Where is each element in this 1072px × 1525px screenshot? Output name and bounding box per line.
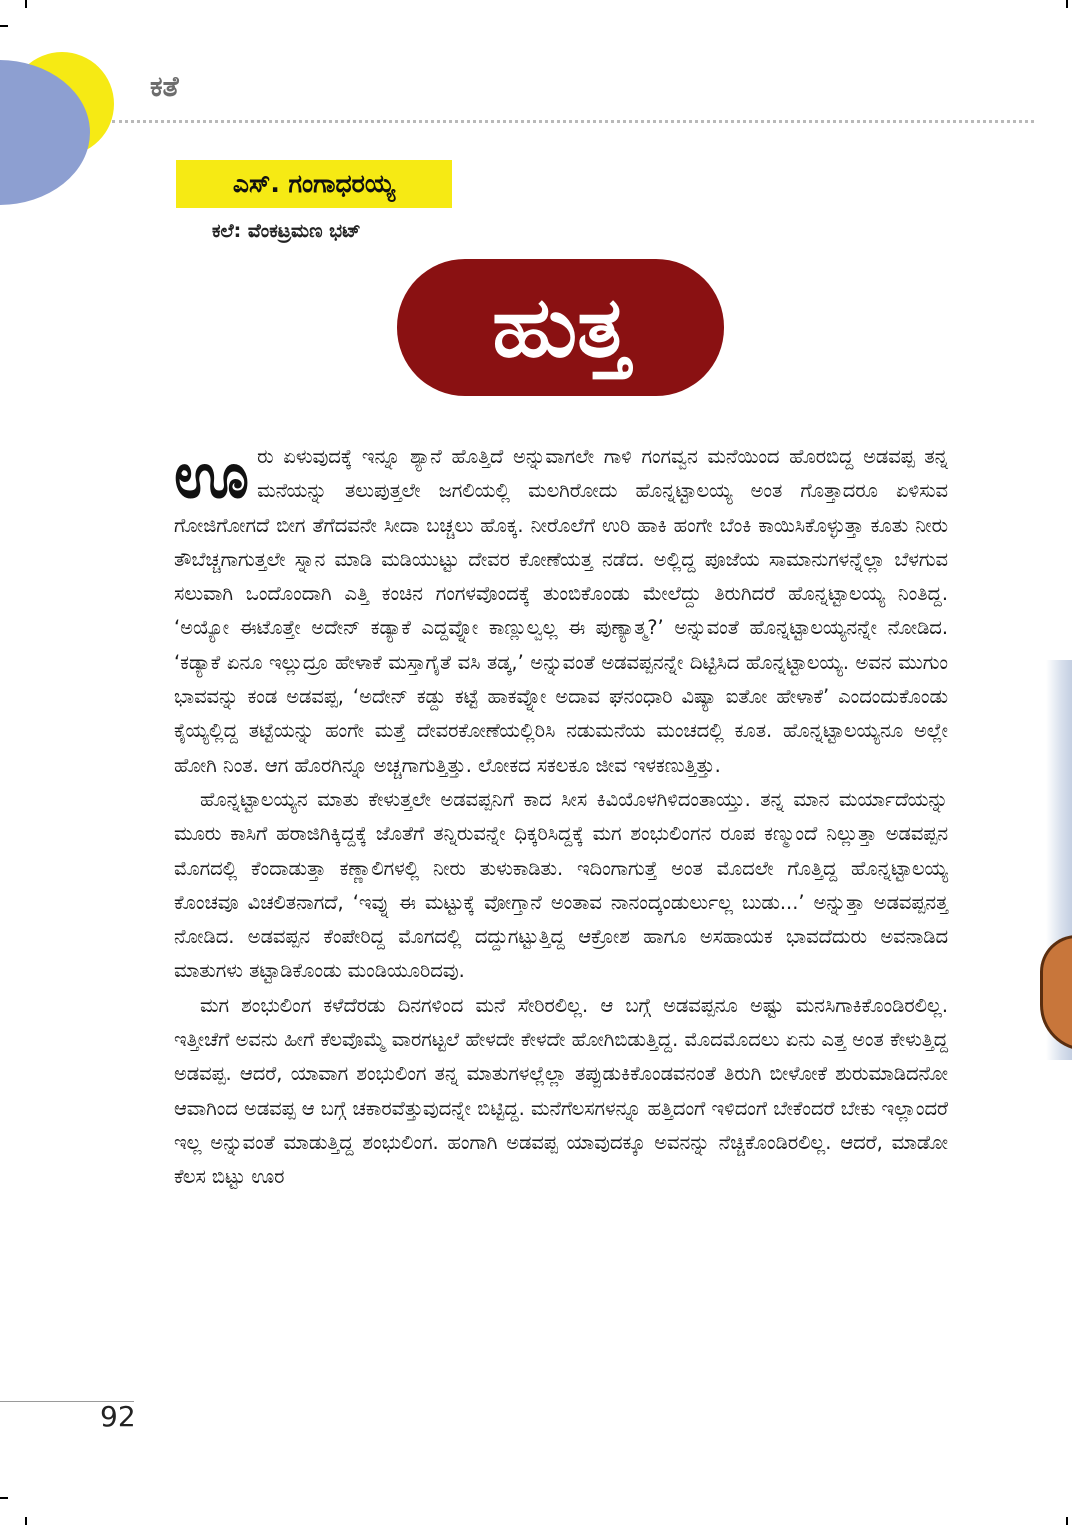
crop-mark (25, 0, 27, 8)
paragraph-text: ರು ಏಳುವುದಕ್ಕೆ ಇನ್ನೂ ಶ್ಯಾನೆ ಹೊತ್ತಿದೆ ಅನ್ನುವಾಗಲೇ ಗಾಳಿ ಗಂಗವ್ವನ ಮನೆಯಿಂದ ಹೊರಬಿದ್ದ ಅಡವಪ್ಪ ತನ್ನ ಮನೆಯನ್ನು ತಲುಪುತ್ತಲೇ ಜಗಲಿಯಲ್ಲಿ ಮಲಗಿರೋದು ಹೊನ್ನಟ್ಟಾಲಯ್ಯ ಅಂತ ಗೊತ್ತಾದರೂ ಏಳಿಸುವ ಗೋಜಿಗೋಗದೆ ಬೀಗ ತೆಗೆದವನೇ ಸೀದಾ ಬಚ್ಚಲು ಹೊಕ್ಕ. ನೀರೊಲೆಗೆ ಉರಿ ಹಾಕಿ ಹಂಗೇ ಬೆಂಕಿ ಕಾಯಿಸಿಕೊಳ್ಳುತ್ತಾ ಕೂತು ನೀರು ತೌಬೆಚ್ಚಗಾಗುತ್ತಲೇ ಸ್ನಾನ ಮಾಡಿ ಮಡಿಯುಟ್ಟು ದೇವರ ಕೋಣೆಯತ್ತ ನಡೆದ. ಅಲ್ಲಿದ್ದ ಪೂಜೆಯ ಸಾಮಾನುಗಳನ್ನೆಲ್ಲಾ ಬೆಳಗುವ ಸಲುವಾಗಿ ಒಂದೊಂದಾಗಿ ಎತ್ತಿ ಕಂಚಿನ ಗಂಗಳವೊಂದಕ್ಕೆ ತುಂಬಿಕೊಂಡು ಮೇಲೆದ್ದು ತಿರುಗಿದರೆ ಹೊನ್ನಟ್ಟಾಲಯ್ಯ ನಿಂತಿದ್ದ. ‘ಅಯ್ಯೋ ಈಟೊತ್ತೇ ಅದೇನ್ ಕಡ್ಯಾಕೆ ಎದ್ದವ್ನೋ ಕಾಣ್ಲುಲ್ವಲ್ಲ ಈ ಪುಣ್ಯಾತ್ಮ?’ ಅನ್ನುವಂತೆ ಹೊನ್ನಟ್ಟಾಲಯ್ಯನನ್ನೇ ನೋಡಿದ. ‘ಕಡ್ಯಾಕೆ ಏನೂ ಇಲ್ಲುದ್ರೂ ಹೇಳಾಕೆ ಮಸ್ತಾಗೈತೆ ವಸಿ ತಡ್ಕ,’ ಅನ್ನುವಂತೆ ಅಡವಪ್ಪನನ್ನೇ ದಿಟ್ಟಿಸಿದ ಹೊನ್ನಟ್ಟಾಲಯ್ಯ. ಅವನ ಮುಗುಂ ಭಾವವನ್ನು ಕಂಡ ಅಡವಪ್ಪ, ‘ಅದೇನ್ ಕಡ್ದು ಕಟ್ಟೆ ಹಾಕವ್ನೋ ಅದಾವ ಘನಂಧಾರಿ ವಿಷ್ಯಾ ಐತೋ ಹೇಳಾಕೆ’ ಎಂದಂದುಕೊಂಡು ಕೈಯ್ಯಲ್ಲಿದ್ದ ತಟ್ಟೆಯನ್ನು ಹಂಗೇ ಮತ್ತೆ ದೇವರಕೋಣೆಯಲ್ಲಿರಿಸಿ ನಡುಮನೆಯ ಮಂಚದಲ್ಲಿ ಕೂತ. ಹೊನ್ನಟ್ಟಾಲಯ್ಯನೂ ಅಲ್ಲೇ ಹೋಗಿ ನಿಂತ. ಆಗ ಹೊರಗಿನ್ನೂ ಅಚ್ಚಗಾಗುತ್ತಿತ್ತು. ಲೋಕದ ಸಕಲಕೂ ಜೀವ ಇಳಕಣುತ್ತಿತ್ತು. (174, 445, 948, 777)
crop-mark (1066, 0, 1068, 8)
illustration-edge-figure (1040, 935, 1072, 1051)
crop-mark (1066, 1517, 1068, 1525)
author-name: ಎಸ್‌. ಗಂಗಾಧರಯ್ಯ (176, 160, 452, 208)
story-paragraph-3: ಮಗ ಶಂಭುಲಿಂಗ ಕಳೆದೆರಡು ದಿನಗಳಿಂದ ಮನೆ ಸೇರಿರಲಿಲ್ಲ. ಆ ಬಗ್ಗೆ ಅಡವಪ್ಪನೂ ಅಷ್ಟು ಮನಸಿಗಾಕಿಕೊಂಡಿರಲಿಲ್ಲ. ಇತ್ತೀಚೆಗೆ ಅವನು ಹೀಗೆ ಕೆಲವೊಮ್ಮೆ ವಾರಗಟ್ಟಲೆ ಹೇಳದೇ ಕೇಳದೇ ಹೋಗಿಬಿಡುತ್ತಿದ್ದ. ಮೊದಮೊದಲು ಏನು ಎತ್ತ ಅಂತ ಕೇಳುತ್ತಿದ್ದ ಅಡವಪ್ಪ. ಆದರೆ, ಯಾವಾಗ ಶಂಭುಲಿಂಗ ತನ್ನ ಮಾತುಗಳಲ್ಲೆಲ್ಲಾ ತಪ್ಪುಡುಕಿಕೊಂಡವನಂತೆ ತಿರುಗಿ ಬೀಳೋಕೆ ಶುರುಮಾಡಿದನೋ ಆವಾಗಿಂದ ಅಡವಪ್ಪ ಆ ಬಗ್ಗೆ ಚಕಾರವೆತ್ತುವುದನ್ನೇ ಬಿಟ್ಟಿದ್ದ. ಮನೆಗೆಲಸಗಳನ್ನೂ ಹತ್ತಿದಂಗೆ ಇಳಿದಂಗೆ ಬೇಕೆಂದರೆ ಬೇಕು ಇಲ್ಲಾಂದರೆ ಇಲ್ಲ ಅನ್ನುವಂತೆ ಮಾಡುತ್ತಿದ್ದ ಶಂಭುಲಿಂಗ. ಹಂಗಾಗಿ ಅಡವಪ್ಪ ಯಾವುದಕ್ಕೂ ಅವನನ್ನು ನೆಚ್ಚಿಕೊಂಡಿರಲಿಲ್ಲ. ಆದರೆ, ಮಾಡೋ ಕೆಲಸ ಬಿಟ್ಟು ಊರ (174, 993, 948, 1189)
page-number: 92 (100, 1400, 136, 1433)
story-title: ಹುತ್ತ (397, 259, 724, 396)
crop-mark (0, 25, 8, 27)
section-label: ಕತೆ (150, 70, 179, 103)
crop-mark (25, 1517, 27, 1525)
art-credit: ಕಲೆ: ವೆಂಕಟ್ರಮಣ ಭಟ್ (212, 220, 361, 242)
story-body (174, 440, 948, 1195)
crop-mark (0, 1497, 8, 1499)
story-paragraph-2: ಹೊನ್ನಟ್ಟಾಲಯ್ಯನ ಮಾತು ಕೇಳುತ್ತಲೇ ಅಡವಪ್ಪನಿಗೆ ಕಾದ ಸೀಸ ಕಿವಿಯೊಳಗಿಳಿದಂತಾಯ್ತು. ತನ್ನ ಮಾನ ಮರ್ಯಾದೆಯನ್ನು ಮೂರು ಕಾಸಿಗೆ ಹರಾಜಿಗಿಕ್ಕಿದ್ದಕ್ಕೆ ಜೊತೆಗೆ ತನ್ನಿರುವನ್ನೇ ಧಿಕ್ಕರಿಸಿದ್ದಕ್ಕೆ ಮಗ ಶಂಭುಲಿಂಗನ ರೂಪ ಕಣ್ಮುಂದೆ ನಿಲ್ಲುತ್ತಾ ಅಡವಪ್ಪನ ಮೊಗದಲ್ಲಿ ಕೆಂದಾಡುತ್ತಾ ಕಣ್ಣಾಲಿಗಳಲ್ಲಿ ನೀರು ತುಳುಕಾಡಿತು. ಇದಿಂಗಾಗುತ್ತೆ ಅಂತ ಮೊದಲೇ ಗೊತ್ತಿದ್ದ ಹೊನ್ನಟ್ಟಾಲಯ್ಯ ಕೊಂಚವೂ ವಿಚಲಿತನಾಗದೆ, ‘ಇವ್ನು ಈ ಮಟ್ಟುಕ್ಕೆ ವೋಗ್ತಾನೆ ಅಂತಾವ ನಾನಂದ್ಕಂಡುರ್ಲುಲ್ಲ ಬುಡು...’ ಅನ್ನುತ್ತಾ ಅಡವಪ್ಪನತ್ತ ನೋಡಿದ. ಅಡವಪ್ಪನ ಕೆಂಪೇರಿದ್ದ ಮೊಗದಲ್ಲಿ ದದ್ದುಗಟ್ಟುತ್ತಿದ್ದ ಆಕ್ರೋಶ ಹಾಗೂ ಅಸಹಾಯಕ ಭಾವದೆದುರು ಅವನಾಡಿದ ಮಾತುಗಳು ತಟ್ಟಾಡಿಕೊಂಡು ಮಂಡಿಯೂರಿದವು. (174, 787, 948, 983)
drop-cap: ಊ (174, 439, 250, 513)
dotted-divider (112, 120, 1034, 123)
story-paragraph-1 (174, 440, 948, 783)
